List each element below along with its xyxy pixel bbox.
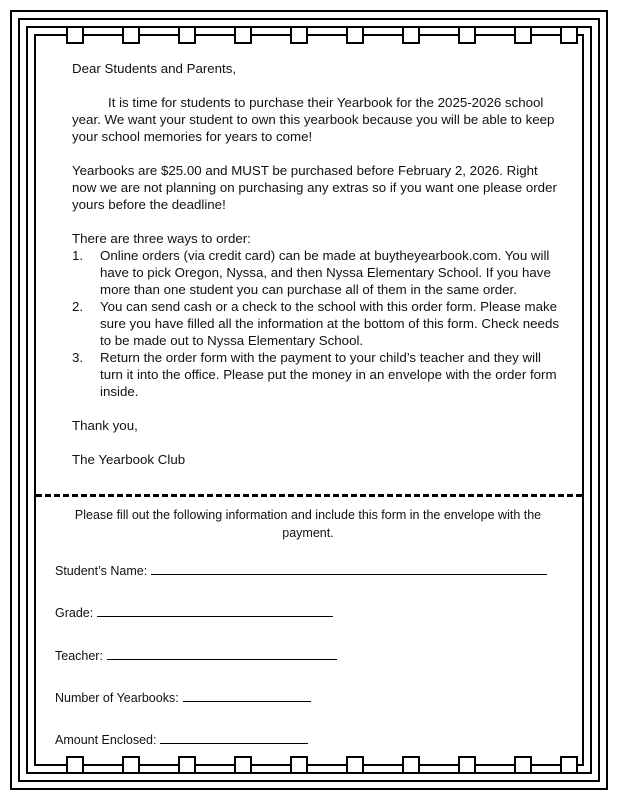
- border-square: [402, 756, 420, 774]
- border-square: [560, 756, 578, 774]
- grade-label: Grade:: [55, 606, 94, 620]
- grade-field: [55, 604, 333, 620]
- cut-line: [36, 494, 582, 497]
- form-instructions: Please fill out the following information and include this form in the envelope with the payment.: [74, 508, 542, 540]
- list-text: You can send cash or a check to the school with this order form. Please make sure you have filled all the information at the bottom of this form. Check needs to be made out to Nyssa Elementary School.: [100, 299, 559, 348]
- student-name-input[interactable]: [151, 562, 547, 575]
- num-yearbooks-input[interactable]: [183, 689, 311, 702]
- num-yearbooks-label: Number of Yearbooks:: [55, 691, 179, 705]
- border-square: [234, 26, 252, 44]
- price-paragraph: Yearbooks are $25.00 and MUST be purchased before February 2, 2026. Right now we are not planning on purchasing any extras so if you want one please order yours before the deadline!: [72, 163, 557, 212]
- border-square: [122, 756, 140, 774]
- letter-body: [72, 60, 562, 468]
- border-square: [402, 26, 420, 44]
- border-square: [458, 26, 476, 44]
- border-square: [346, 756, 364, 774]
- list-text: Online orders (via credit card) can be made at buytheyearbook.com. You will have to pick Oregon, Nyssa, and then Nyssa Elementary School. If you have more than one student you can purchase all of them in the same order.: [100, 248, 551, 297]
- list-item: [72, 247, 562, 298]
- order-form: [50, 506, 566, 747]
- border-square: [346, 26, 364, 44]
- border-square: [122, 26, 140, 44]
- border-square: [290, 26, 308, 44]
- num-yearbooks-field: [55, 689, 311, 705]
- list-number: 3.: [72, 350, 84, 365]
- greeting: Dear Students and Parents,: [72, 61, 237, 76]
- student-name-label: Student’s Name:: [55, 564, 148, 578]
- teacher-label: Teacher:: [55, 649, 103, 663]
- border-square: [560, 26, 578, 44]
- ways-intro: There are three ways to order:: [72, 231, 251, 246]
- list-item: [72, 349, 562, 400]
- list-item: [72, 298, 562, 349]
- border-square: [178, 756, 196, 774]
- border-square: [178, 26, 196, 44]
- intro-paragraph: It is time for students to purchase their Yearbook for the 2025-2026 school year. We want your student to own this yearbook because you will be able to keep your school memories for years to come!: [72, 95, 555, 144]
- border-square: [458, 756, 476, 774]
- border-square: [290, 756, 308, 774]
- closing: Thank you,: [72, 418, 138, 433]
- border-square: [66, 756, 84, 774]
- student-name-field: [55, 562, 547, 578]
- border-square: [514, 26, 532, 44]
- grade-input[interactable]: [97, 604, 333, 617]
- teacher-input[interactable]: [107, 647, 337, 660]
- list-text: Return the order form with the payment to your child’s teacher and they will turn it into the office. Please put the money in an envelope with the order form inside.: [100, 350, 557, 399]
- amount-label: Amount Enclosed:: [55, 733, 157, 747]
- teacher-field: [55, 647, 337, 663]
- signature: The Yearbook Club: [72, 452, 186, 467]
- list-number: 2.: [72, 299, 84, 314]
- border-square: [514, 756, 532, 774]
- border-square: [66, 26, 84, 44]
- amount-field: [55, 731, 308, 747]
- amount-input[interactable]: [160, 731, 308, 744]
- border-square: [234, 756, 252, 774]
- order-methods-list: [72, 247, 562, 400]
- list-number: 1.: [72, 248, 84, 263]
